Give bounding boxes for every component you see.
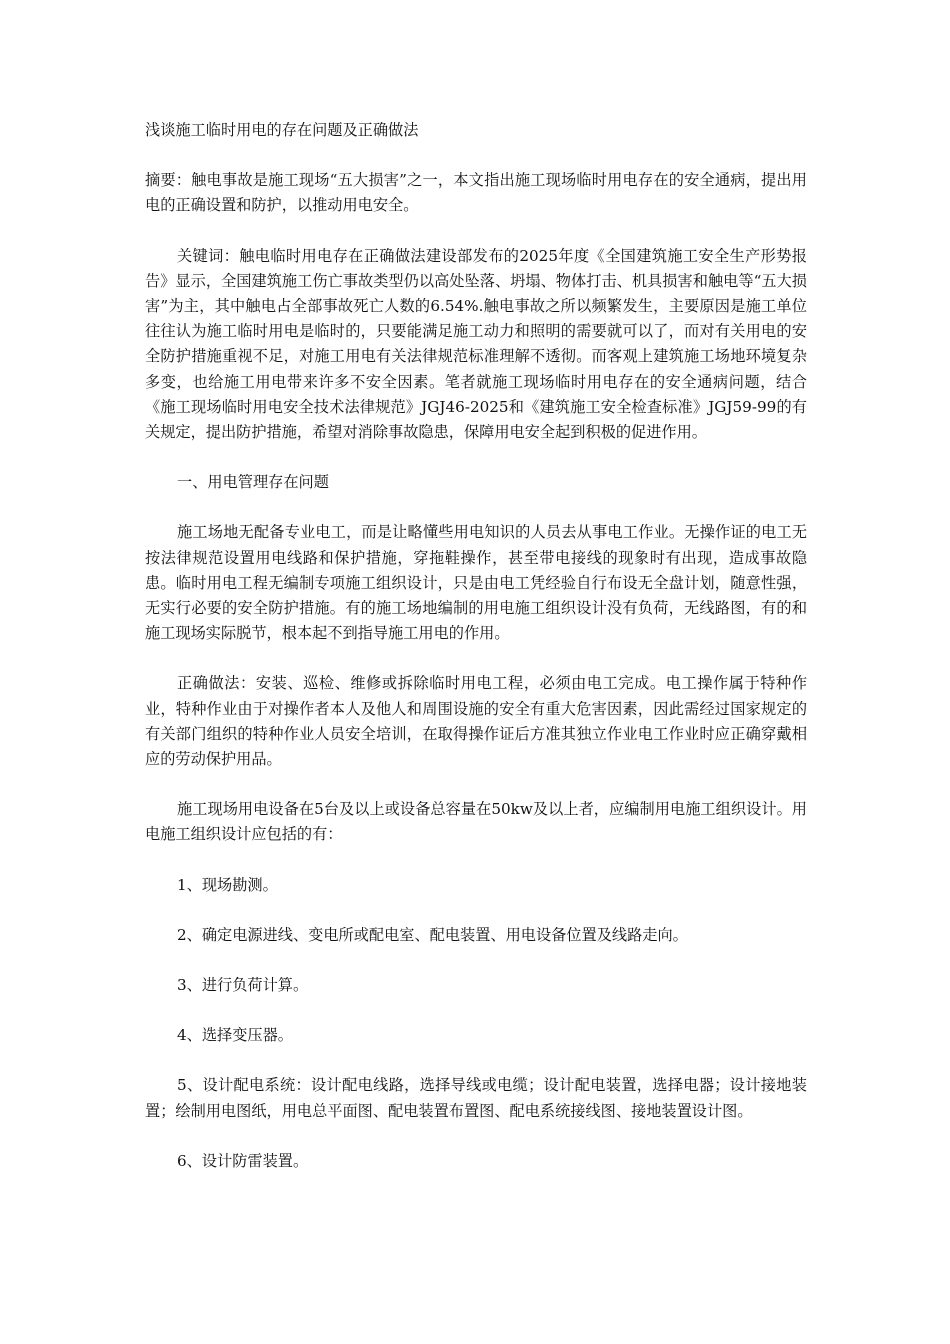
correct-practice-paragraph: 正确做法：安装、巡检、维修或拆除临时用电工程，必须由电工完成。电工操作属于特种作业，特种作业由于对操作者本人及他人和周围设施的安全有重大危害因素，因此需经过国家规定的有关部门组织的特种作业人员安全培训，在取得操作证后方准其独立作业电工作业时应正确穿戴相应的劳动保护用品。 (145, 674, 807, 769)
document-title: 浅谈施工临时用电的存在问题及正确做法 (145, 121, 419, 139)
list-item: 2、确定电源进线、变电所或配电室、配电装置、用电设备位置及线路走向。 (177, 925, 688, 944)
list-item: 1、现场勘测。 (177, 875, 278, 894)
section-heading: 一、用电管理存在问题 (177, 473, 329, 492)
list-item: 5、设计配电系统：设计配电线路，选择导线或电缆；设计配电装置，选择电器；设计接地装置；绘制用电图纸，用电总平面图、配电装置布置图、配电系统接线图、接地装置设计图。 (145, 1076, 807, 1120)
abstract-paragraph: 摘要：触电事故是施工现场“五大损害”之一，本文指出施工现场临时用电存在的安全通病，提出用电的正确设置和防护，以推动用电安全。 (145, 171, 807, 215)
document-body (145, 118, 807, 1199)
body-paragraph: 施工场地无配备专业电工，而是让略懂些用电知识的人员去从事电工作业。无操作证的电工无按法律规范设置用电线路和保护措施，穿拖鞋操作，甚至带电接线的现象时有出现，造成事故隐患。临时用电工程无编制专项施工组织设计，只是由电工凭经验自行布设无全盘计划，随意性强，无实行必要的安全防护措施。有的施工场地编制的用电施工组织设计没有负荷，无线路图，有的和施工现场实际脱节，根本起不到指导施工用电的作用。 (145, 523, 807, 643)
list-item: 4、选择变压器。 (177, 1026, 293, 1045)
list-item: 3、进行负荷计算。 (177, 976, 309, 995)
design-requirement-paragraph: 施工现场用电设备在5台及以上或设备总容量在50kw及以上者，应编制用电施工组织设计。用电施工组织设计应包括的有： (145, 800, 807, 844)
list-item: 6、设计防雷装置。 (177, 1151, 309, 1170)
keywords-paragraph: 关键词：触电临时用电存在正确做法建设部发布的2025年度《全国建筑施工安全生产形势报告》显示，全国建筑施工伤亡事故类型仍以高处坠落、坍塌、物体打击、机具损害和触电等“五大损害”为主，其中触电占全部事故死亡人数的6.54%.触电事故之所以频繁发生，主要原因是施工单位往往认为施工临时用电是临时的，只要能满足施工动力和照明的需要就可以了，而对有关用电的安全防护措施重视不足，对施工用电有关法律规范标准理解不透彻。而客观上建筑施工场地环境复杂多变，也给施工用电带来许多不安全因素。笔者就施工现场临时用电存在的安全通病问题，结合《施工现场临时用电安全技术法律规范》JGJ46-2025和《建筑施工安全检查标准》JGJ59-99的有关规定，提出防护措施，希望对消除事故隐患，保障用电安全起到积极的促进作用。 (145, 246, 807, 442)
